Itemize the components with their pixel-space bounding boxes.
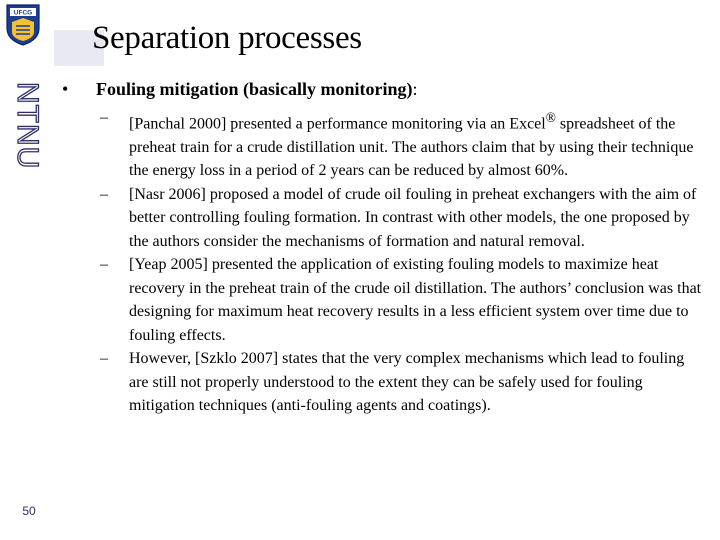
sub-item-text: [Nasr 2006] proposed a model of crude oil fouling in preheat exchangers with the aim of better controlling fouling formation. In contrast with other models, the one proposed by the authors consider the mechanisms of formation and natural removal.: [129, 185, 697, 250]
ufcg-logo-icon: [4, 2, 42, 46]
ntnu-brand: [8, 80, 44, 180]
main-bullet-text: [96, 79, 418, 99]
list-item: [58, 347, 708, 418]
dash-marker: –: [100, 185, 108, 203]
slide-content: [58, 78, 708, 418]
list-item: [58, 253, 708, 347]
sub-item-text-before: [Panchal 2000] presented a performance monitoring via an Excel: [129, 115, 546, 133]
slide-title: Separation processes: [92, 20, 362, 56]
main-bullet-suffix: :: [412, 79, 418, 99]
list-item: [58, 183, 708, 254]
sub-bullet-list: [58, 106, 708, 418]
sub-item-text-after: spreadsheet of the preheat train for a crude distillation unit. The authors claim that by using their technique the energy loss in a period of 2 years can be reduced by almost 60%.: [129, 115, 694, 180]
sub-item-text: [Yeap 2005] presented the application of existing fouling models to maximize heat recovery in the preheat train of the crude oil distillation. The authors’ conclusion was that designing for maximum heat recovery results in a less efficient system over time due to fouling effects.: [129, 256, 702, 344]
page-number: 50: [22, 504, 36, 518]
ntnu-brand-text: NTNU: [11, 82, 44, 170]
logo-text: UFCG: [13, 9, 33, 17]
sub-item-text: [129, 106, 703, 183]
main-bullet: [58, 78, 708, 100]
sub-item-text: However, [Szklo 2007] states that the very complex mechanisms which lead to fouling are still not properly understood to the extent they can be safely used for fouling mitigation techniques (anti-fouling agents and coatings).: [129, 350, 685, 415]
sidebar: [0, 0, 54, 540]
registered-mark: ®: [545, 110, 556, 125]
bullet-marker: •: [62, 79, 69, 99]
dash-marker: –: [100, 256, 108, 274]
main-bullet-label: Fouling mitigation (basically monitoring): [96, 79, 413, 99]
dash-marker: –: [100, 109, 108, 126]
dash-marker: –: [100, 350, 108, 368]
list-item: [58, 106, 708, 183]
